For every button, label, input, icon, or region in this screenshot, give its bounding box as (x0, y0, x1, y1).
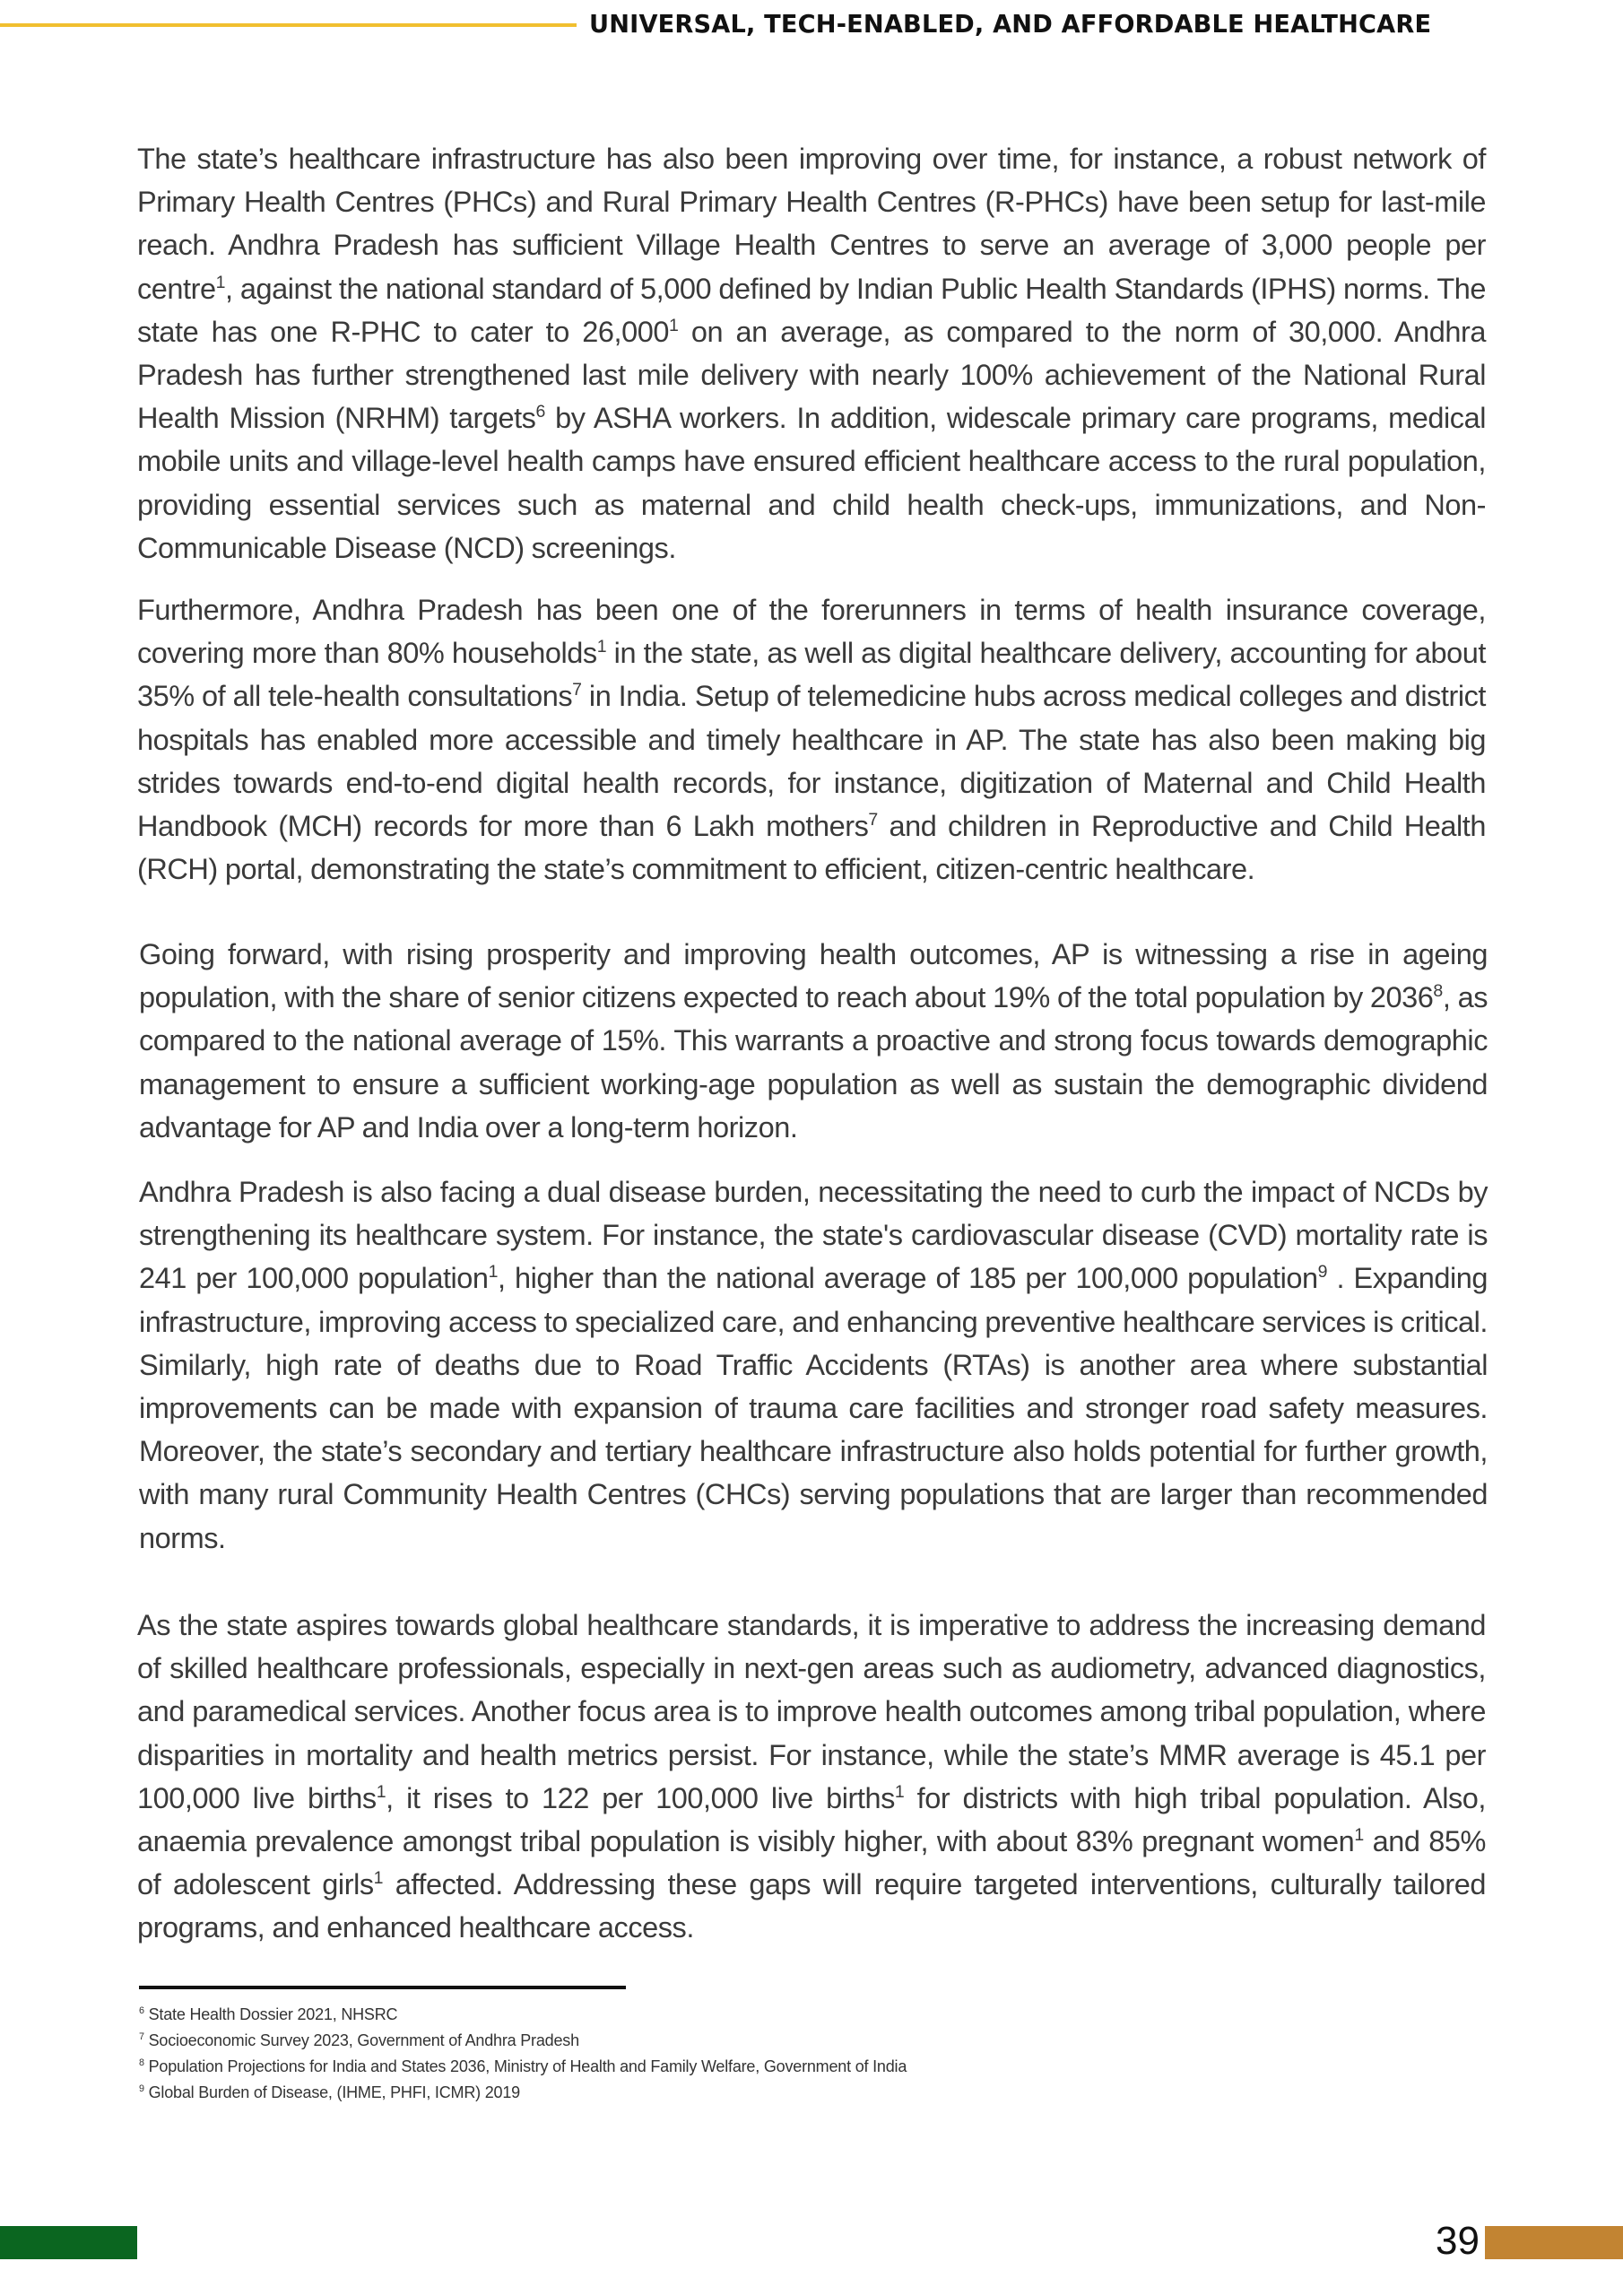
footnote-reference: 1 (1354, 1825, 1364, 1846)
footnote (139, 2028, 907, 2054)
footnote-text: Socioeconomic Survey 2023, Government of Andhra Pradesh (143, 2031, 579, 2049)
footnote-reference: 7 (868, 810, 878, 831)
footnote-reference: 6 (535, 402, 545, 422)
footer-gold-bar (1485, 2226, 1623, 2259)
footer-green-bar (0, 2226, 137, 2259)
body-paragraph: Furthermore, Andhra Pradesh has been one of the forerunners in terms of health insurance coverage, covering more than 80% households$^1$ in the state, as well as digital healthcare delivery, accounting for about 35% of all tele-health consultations$^7$ in India. Setup of telemedicine hubs across medical colleges and district hospitals has enabled more accessible and timely healthcare in AP. The state has also been making big strides towards end-to-end digital health records, for instance, digitization of Maternal and Child Health Handbook (MCH) records for more than 6 Lakh mothers$^7$ and children in Reproductive and Child Health (RCH) portal, demonstrating the state’s commitment to efficient, citizen-centric healthcare. (137, 594, 1486, 886)
footnote-number: 7 (139, 2031, 144, 2042)
footnote-reference: 8 (1433, 981, 1443, 1002)
body-paragraph: As the state aspires towards global healthcare standards, it is imperative to address the increasing demand of skilled healthcare professionals, especially in next-gen areas such as audiometry, advanced diagnostics, and paramedical services. Another focus area is to improve health outcomes among tribal population, where disparities in mortality and health metrics persist. For instance, while the state’s MMR average is 45.1 per 100,000 live births$^1$, it rises to 122 per 100,000 live births$^1$ for districts with high tribal population. Also, anaemia prevalence amongst tribal population is visibly higher, with about 83% pregnant women$^1$ and 85% of adolescent girls$^1$ affected. Addressing these gaps will require targeted interventions, culturally tailored programs, and enhanced healthcare access. (137, 1609, 1487, 1944)
footnote-separator (139, 1986, 626, 1989)
footnote-text: Global Burden of Disease, (IHME, PHFI, ICMR) 2019 (143, 2083, 520, 2101)
footnote-reference: 1 (488, 1262, 498, 1283)
footnotes (139, 2002, 907, 2106)
page-number: 39 (1436, 2219, 1480, 2263)
footnote-number: 8 (139, 2057, 144, 2068)
section-title: UNIVERSAL, TECH-ENABLED, AND AFFORDABLE HEALTHCARE (589, 9, 1432, 39)
footnote-reference: 1 (376, 1781, 386, 1802)
footnote-number: 9 (139, 2083, 144, 2094)
footnote-number: 6 (139, 2005, 144, 2016)
body-paragraph: The state’s healthcare infrastructure has also been improving over time, for instance, a robust network of Primary Health Centres (PHCs) and Rural Primary Health Centres (R-PHCs) have been setup for last-mile reach. Andhra Pradesh has sufficient Village Health Centres to serve an average of 3,000 people per centre$^1$, against the national standard of 5,000 defined by Indian Public Health Standards (IPHS) norms. The state has one R-PHC to cater to 26,000$^1$ on an average, as compared to the norm of 30,000. Andhra Pradesh has further strengthened last mile delivery with nearly 100% achievement of the National Rural Health Mission (NRHM) targets$^6$ by ASHA workers. In addition, widescale primary care programs, medical mobile units and village-level health camps have ensured efficient healthcare access to the rural population, providing essential services such as maternal and child health check-ups, immunizations, and Non-Communicable Disease (NCD) screenings. (137, 143, 1487, 564)
footnote-text: Population Projections for India and States 2036, Ministry of Health and Family Welfare, Government of India (143, 2057, 907, 2075)
footnote (139, 2054, 907, 2080)
footnote (139, 2002, 907, 2028)
body-paragraph: Andhra Pradesh is also facing a dual disease burden, necessitating the need to curb the impact of NCDs by strengthening its healthcare system. For instance, the state's cardiovascular disease (CVD) mortality rate is 241 per 100,000 population$^1$, higher than the national average of 185 per 100,000 population$^9$ . Expanding infrastructure, improving access to specialized care, and enhancing preventive healthcare services is critical. Similarly, high rate of deaths due to Road Traffic Accidents (RTAs) is another area where substantial improvements can be made with expansion of trauma care facilities and stronger road safety measures. Moreover, the state’s secondary and tertiary healthcare infrastructure also holds potential for further growth, with many rural Community Health Centres (CHCs) serving populations that are larger than recommended norms. (139, 1176, 1488, 1554)
footnote-reference: 9 (1317, 1262, 1328, 1283)
footnote-text: State Health Dossier 2021, NHSRC (143, 2005, 398, 2023)
footnote (139, 2080, 907, 2106)
header-rule (0, 23, 577, 27)
footnote-reference: 1 (215, 272, 226, 292)
footnote-reference: 1 (668, 315, 679, 335)
footnote-reference: 1 (894, 1781, 905, 1802)
footnote-reference: 7 (572, 680, 582, 700)
body-paragraph: Going forward, with rising prosperity and improving health outcomes, AP is witnessing a rise in ageing population, with the share of senior citizens expected to reach about 19% of the total population by 2036$^8$, as compared to the national average of 15%. This warrants a proactive and strong focus towards demographic management to ensure a sufficient working-age population as well as sustain the demographic dividend advantage for AP and India over a long-term horizon. (139, 938, 1488, 1144)
footnote-reference: 1 (373, 1868, 384, 1889)
footnote-reference: 1 (596, 637, 607, 657)
